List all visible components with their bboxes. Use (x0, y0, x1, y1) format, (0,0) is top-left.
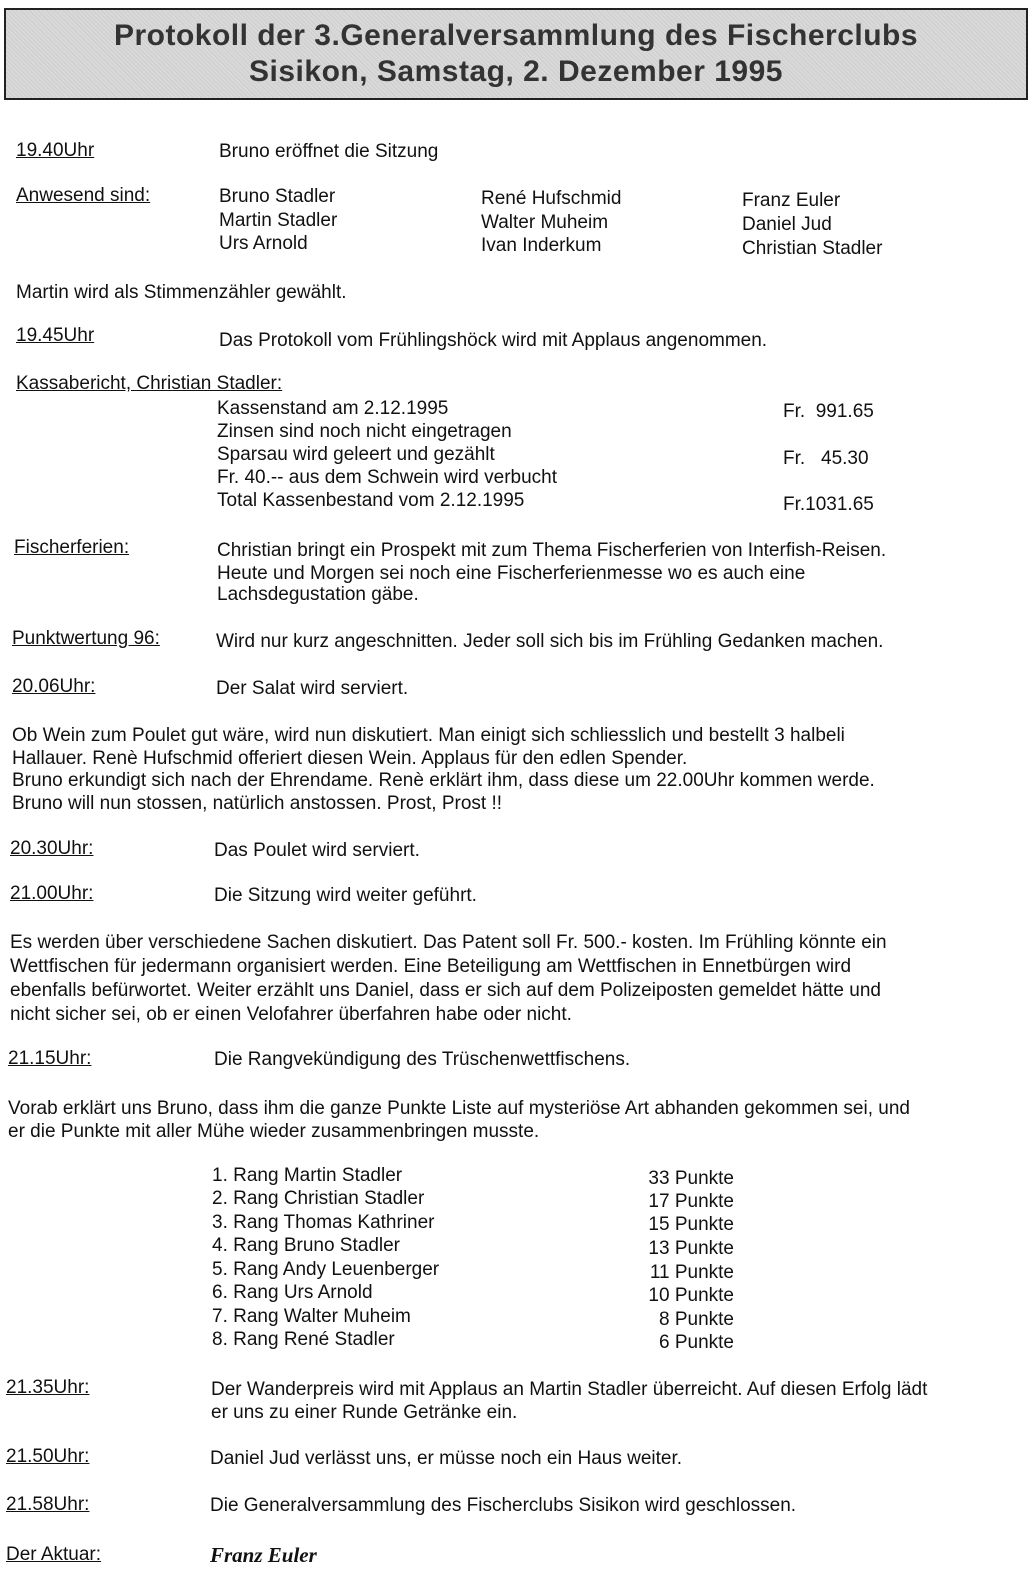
ranking-name: 4. Rang Bruno Stadler (212, 1235, 401, 1256)
ranking-points: 8 Punkte (659, 1309, 734, 1330)
entry-text: Der Salat wird serviert. (216, 678, 409, 699)
paragraph-line: Bruno will nun stossen, natürlich anstossen. Prost, Prost !! (12, 793, 503, 814)
paragraph-line: Bruno erkundigt sich nach der Ehrendame. Renè erklärt ihm, dass diese um 22.00Uhr kommen werde. (12, 770, 875, 791)
title-line-2: Sisikon, Samstag, 2. Dezember 1995 (249, 55, 783, 88)
ranking-name: 7. Rang Walter Muheim (212, 1306, 411, 1327)
signature: Franz Euler (210, 1543, 317, 1567)
attendee: Ivan Inderkum (481, 235, 602, 256)
attendee: Urs Arnold (219, 233, 308, 254)
entry-line: er uns zu einer Runde Getränke ein. (211, 1402, 518, 1423)
kassa-amount: Fr. 45.30 (783, 448, 869, 469)
ranking-name: 6. Rang Urs Arnold (212, 1282, 373, 1303)
time-label: 19.45Uhr (16, 325, 95, 346)
entry-text: Die Generalversammlung des Fischerclubs Sisikon wird geschlossen. (210, 1495, 797, 1516)
time-label: 20.30Uhr: (10, 838, 94, 859)
kassa-line: Total Kassenbestand vom 2.12.1995 (217, 490, 525, 511)
entry-text: Wird nur kurz angeschnitten. Jeder soll sich bis im Frühling Gedanken machen. (216, 631, 884, 652)
ranking-points: 10 Punkte (648, 1285, 734, 1306)
section-label-punktwertung: Punktwertung 96: (12, 628, 160, 649)
ranking-points: 17 Punkte (648, 1191, 734, 1212)
entry-line: Der Wanderpreis wird mit Applaus an Martin Stadler überreicht. Auf diesen Erfolg lädt (211, 1379, 928, 1400)
paragraph-line: Hallauer. Renè Hufschmid offeriert diesen Wein. Applaus für den edlen Spender. (12, 748, 688, 769)
ranking-points: 15 Punkte (648, 1214, 734, 1235)
entry-text: Daniel Jud verlässt uns, er müsse noch ein Haus weiter. (210, 1448, 683, 1469)
ranking-name: 3. Rang Thomas Kathriner (212, 1212, 435, 1233)
time-label: 21.58Uhr: (6, 1494, 90, 1515)
paragraph: Martin wird als Stimmenzähler gewählt. (16, 282, 347, 303)
ranking-name: 2. Rang Christian Stadler (212, 1188, 425, 1209)
paragraph-line: Ob Wein zum Poulet gut wäre, wird nun diskutiert. Man einigt sich schliesslich und bestellt 3 halbeli (12, 725, 845, 746)
paragraph-line: nicht sicher sei, ob er einen Velofahrer überfahren habe oder nicht. (10, 1004, 572, 1025)
kassa-line: Fr. 40.-- aus dem Schwein wird verbucht (217, 467, 558, 488)
ranking-name: 1. Rang Martin Stadler (212, 1165, 403, 1186)
paragraph-line: Vorab erklärt uns Bruno, dass ihm die ganze Punkte Liste auf mysteriöse Art abhanden gekommen sei, und (8, 1098, 910, 1119)
attendee: Franz Euler (742, 190, 841, 211)
kassa-amount: Fr. 991.65 (783, 401, 874, 422)
time-label: 21.35Uhr: (6, 1377, 90, 1398)
title-line-1: Protokoll der 3.Generalversammlung des Fischerclubs (113, 19, 919, 52)
time-label: 20.06Uhr: (12, 676, 96, 697)
entry-text: Das Protokoll vom Frühlingshöck wird mit Applaus angenommen. (219, 330, 768, 351)
section-label-anwesend: Anwesend sind: (16, 185, 151, 206)
aktuar-label: Der Aktuar: (6, 1544, 102, 1565)
paragraph-line: ebenfalls befürwortet. Weiter erzählt uns Daniel, dass er sich auf dem Polizeiposten gemeldet hätte und (10, 980, 881, 1001)
entry-text: Bruno eröffnet die Sitzung (219, 141, 439, 162)
time-label: 21.15Uhr: (8, 1048, 92, 1069)
attendee: Martin Stadler (219, 210, 338, 231)
ferien-line: Lachsdegustation gäbe. (217, 584, 419, 605)
ferien-line: Heute und Morgen sei noch eine Fischerferienmesse wo es auch eine (217, 563, 806, 584)
ranking-name: 5. Rang Andy Leuenberger (212, 1259, 440, 1280)
attendee: Daniel Jud (742, 214, 832, 235)
ranking-points: 13 Punkte (648, 1238, 734, 1259)
kassa-amount: Fr.1031.65 (783, 494, 874, 515)
attendee: Christian Stadler (742, 238, 883, 259)
attendee: Bruno Stadler (219, 186, 336, 207)
kassa-line: Sparsau wird geleert und gezählt (217, 444, 495, 465)
time-label: 19.40Uhr (16, 140, 95, 161)
entry-text: Die Rangvekündigung des Trüschenwettfischens. (214, 1049, 631, 1070)
kassa-line: Zinsen sind noch nicht eingetragen (217, 421, 512, 442)
ranking-points: 6 Punkte (659, 1332, 734, 1353)
section-label-kassa: Kassabericht, Christian Stadler: (16, 373, 283, 394)
time-label: 21.50Uhr: (6, 1446, 90, 1467)
attendee: René Hufschmid (481, 188, 622, 209)
ferien-line: Christian bringt ein Prospekt mit zum Thema Fischerferien von Interfish-Reisen. (217, 540, 887, 561)
ranking-points: 11 Punkte (649, 1262, 734, 1283)
paragraph-line: Wettfischen für jedermann organisiert werden. Eine Beteiligung am Wettfischen in Ennetbürgen wird (10, 956, 852, 977)
ranking-points: 33 Punkte (648, 1168, 734, 1189)
paragraph-line: er die Punkte mit aller Mühe wieder zusammenbringen musste. (8, 1121, 540, 1142)
time-label: 21.00Uhr: (10, 883, 94, 904)
entry-text: Das Poulet wird serviert. (214, 840, 420, 861)
attendee: Walter Muheim (481, 212, 609, 233)
ranking-name: 8. Rang René Stadler (212, 1329, 395, 1350)
document-title (4, 8, 1028, 100)
entry-text: Die Sitzung wird weiter geführt. (214, 885, 477, 906)
kassa-line: Kassenstand am 2.12.1995 (217, 398, 449, 419)
paragraph-line: Es werden über verschiedene Sachen diskutiert. Das Patent soll Fr. 500.- kosten. Im Frühling könnte ein (10, 932, 887, 953)
section-label-ferien: Fischerferien: (14, 537, 130, 558)
